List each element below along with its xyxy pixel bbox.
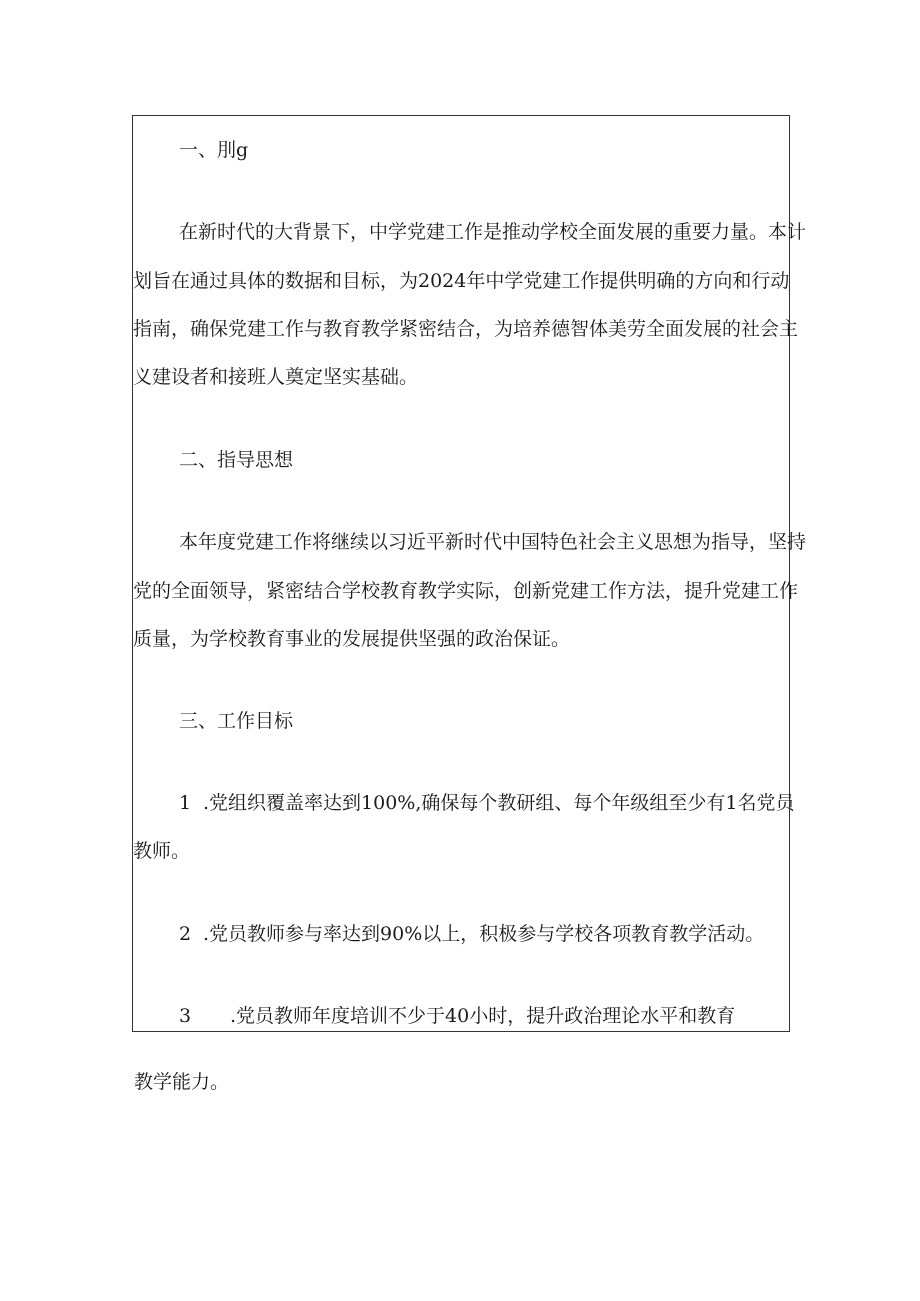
goal-3-continuation: 教学能力。 <box>134 1071 230 1093</box>
document-table-frame <box>132 115 807 1032</box>
goal-3-text: .党员教师年度培训不少于40小时，提升政治理论水平和教育 <box>230 1005 736 1027</box>
section2-line-2: 党的全面领导，紧密结合学校教育教学实际，创新党建工作方法，提升党建工作 <box>133 580 799 602</box>
section3-heading: 三、工作目标 <box>179 710 294 732</box>
goal-1-number: 1 <box>179 792 192 814</box>
section1-heading: 一、刖g <box>179 139 249 161</box>
section2-line-3: 质量，为学校教育事业的发展提供坚强的政治保证。 <box>133 628 571 650</box>
section1-line-2: 划旨在通过具体的数据和目标，为2024年中学党建工作提供明确的方向和行动 <box>133 270 790 292</box>
goal-3-number: 3 <box>179 1005 192 1027</box>
section2-line-1: 本年度党建工作将继续以习近平新时代中国特色社会主义思想为指导，坚持 <box>179 531 807 553</box>
section1-line-3: 指南，确保党建工作与教育教学紧密结合，为培养德智体美劳全面发展的社会主 <box>133 318 799 340</box>
goal-2-text: .党员教师参与率达到90%以上，积极参与学校各项教育教学活动。 <box>203 923 765 945</box>
goal-1-line-2: 教师。 <box>133 840 191 862</box>
section2-heading: 二、指导思想 <box>179 449 294 471</box>
goal-2-number: 2 <box>179 923 192 945</box>
section1-line-4: 义建设者和接班人奠定坚实基础。 <box>133 366 419 388</box>
goal-1-line-1: .党组织覆盖率达到100%,确保每个教研组、每个年级组至少有1名党员 <box>203 792 795 814</box>
section1-line-1: 在新时代的大背景下，中学党建工作是推动学校全面发展的重要力量。本计 <box>179 221 807 243</box>
